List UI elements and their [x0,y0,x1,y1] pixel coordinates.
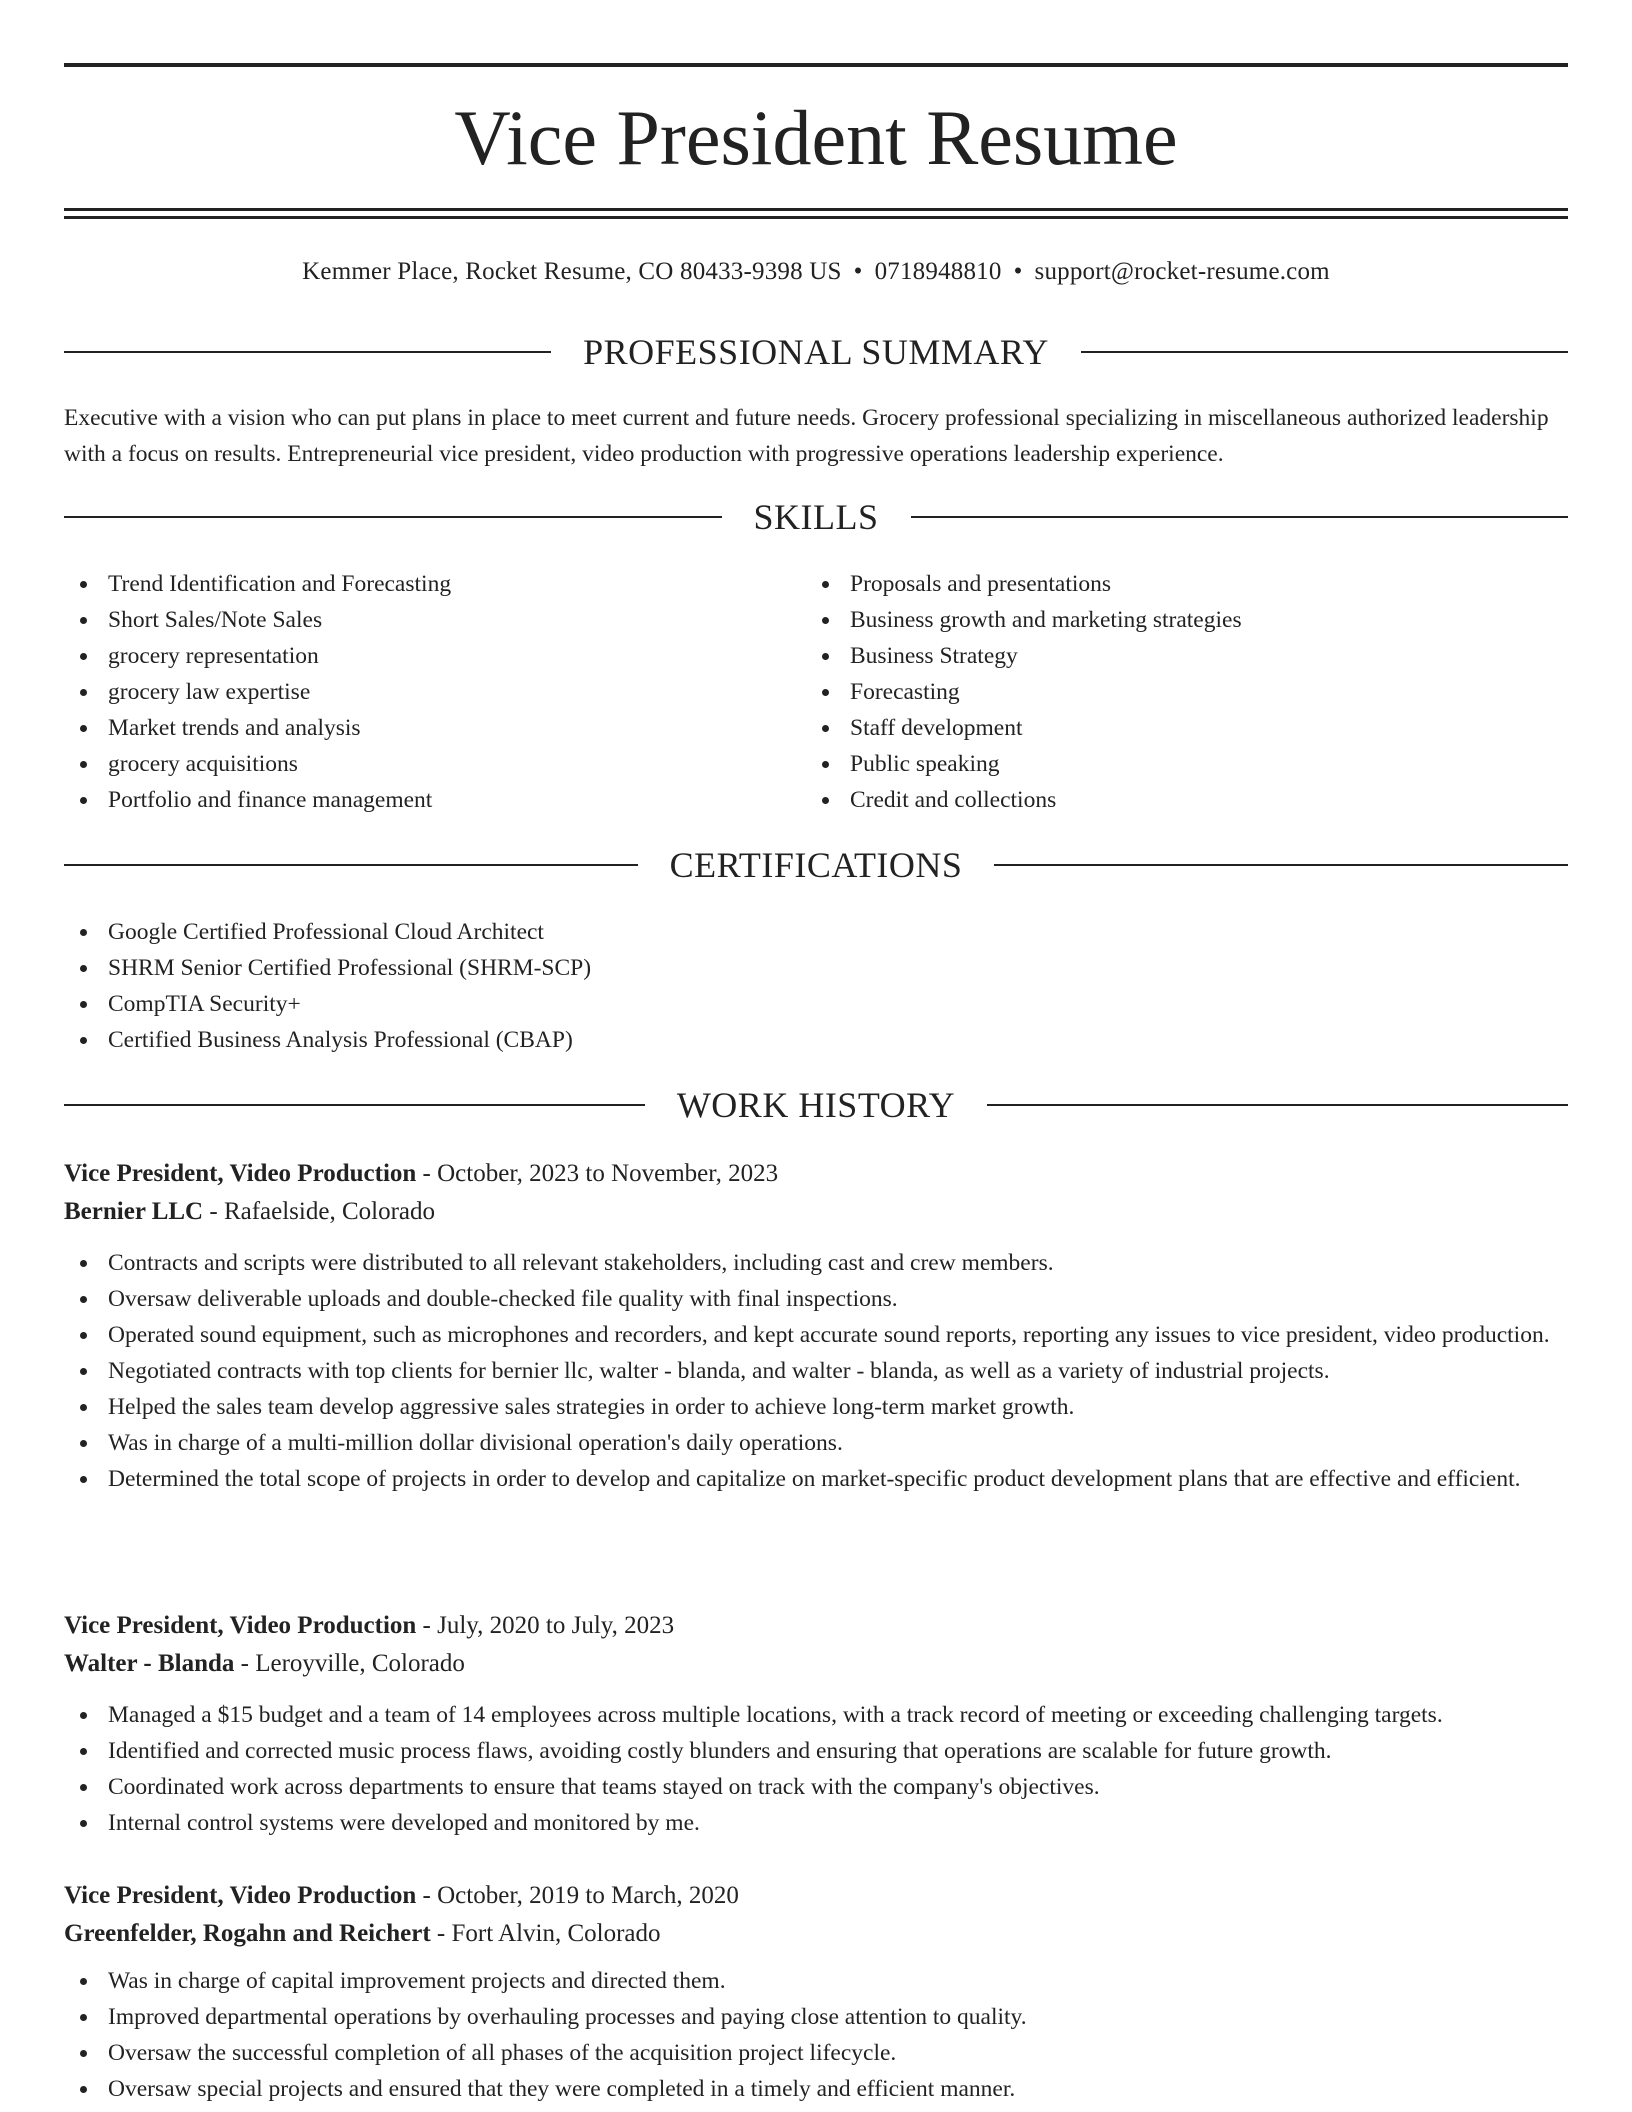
contact-phone: 0718948810 [874,258,1002,285]
contact-separator: • [1013,258,1023,285]
skill-item: Proposals and presentations [806,566,1566,602]
job-title: Vice President, Video Production [64,1612,417,1639]
skill-item: Business growth and marketing strategies [806,602,1566,638]
certification-item: Google Certified Professional Cloud Architect [64,914,1568,950]
work-history-heading [64,1083,1568,1127]
contact-address: Kemmer Place, Rocket Resume, CO 80433-9398 US [302,258,842,285]
job-company: Bernier LLC [64,1198,204,1225]
skill-item: grocery law expertise [64,674,804,710]
job-bullet: Contracts and scripts were distributed to all relevant stakeholders, including cast and crew members. [64,1245,1568,1281]
job-bullet: Was in charge of capital improvement projects and directed them. [64,1963,1568,1999]
heading-rule [64,351,551,353]
job-bullet: Oversaw the successful completion of all phases of the acquisition project lifecycle. [64,2035,1568,2071]
summary-text: Executive with a vision who can put plans in place to meet current and future needs. Grocery professional specializing in miscellaneous authorized leadership with a focus on results. Entrepreneurial vice president, video production with progressive operations leadership experience. [64,405,1549,467]
job-bullet: Oversaw special projects and ensured that they were completed in a timely and efficient manner. [64,2071,1568,2107]
certification-item: CompTIA Security+ [64,986,1568,1022]
job-bullet: Determined the total scope of projects in order to develop and capitalize on market-specific product development plans that are effective and efficient. [64,1461,1568,1497]
job-entry [64,1155,1568,1497]
title-rule-lower [64,216,1568,219]
job-bullet: Oversaw deliverable uploads and double-checked file quality with final inspections. [64,1281,1568,1317]
job-bullet: Operated sound equipment, such as microphones and recorders, and kept accurate sound reports, reporting any issues to vice president, video production. [64,1317,1568,1353]
certifications-list [64,914,1568,1058]
job-location: - Rafaelside, Colorado [203,1198,435,1225]
skill-item: Short Sales/Note Sales [64,602,804,638]
job-bullet: Helped the sales team develop aggressive sales strategies in order to achieve long-term market growth. [64,1389,1568,1425]
job-bullet: Was in charge of a multi-million dollar divisional operation's daily operations. [64,1425,1568,1461]
skills-heading [64,495,1568,539]
job-dates: - October, 2023 to November, 2023 [416,1160,779,1187]
skill-item: Credit and collections [806,782,1566,818]
skill-item: Public speaking [806,746,1566,782]
skill-item: Staff development [806,710,1566,746]
job-bullets [64,1963,1568,2107]
job-company-line [64,1193,1568,1231]
job-company: Walter - Blanda [64,1650,235,1677]
heading-rule [64,516,722,518]
work-history-heading-label: WORK HISTORY [676,1085,956,1125]
job-entry [64,1607,1568,1841]
certification-item: Certified Business Analysis Professional (CBAP) [64,1022,1568,1058]
skills-list-right [806,566,1566,818]
job-dates: - October, 2019 to March, 2020 [416,1882,739,1909]
job-bullets [64,1245,1568,1497]
skills-list-left [64,566,804,818]
heading-rule [987,1104,1568,1106]
job-title-line [64,1877,1568,1915]
summary-heading-label: PROFESSIONAL SUMMARY [583,332,1049,372]
skill-item: grocery acquisitions [64,746,804,782]
heading-rule [64,864,638,866]
resume-title: Vice President Resume [454,94,1178,181]
summary-heading [64,330,1568,374]
job-bullets [64,1697,1568,1841]
top-rule [64,63,1568,67]
contact-email: support@rocket-resume.com [1034,258,1330,285]
title-rule-upper [64,208,1568,211]
job-title-line [64,1155,1568,1193]
heading-rule [994,864,1568,866]
heading-rule [911,516,1569,518]
job-title-line [64,1607,1568,1645]
skills-heading-label: SKILLS [753,497,879,537]
job-company-line [64,1645,1568,1683]
contact-separator: • [853,258,863,285]
job-location: - Fort Alvin, Colorado [430,1920,661,1947]
job-bullet: Coordinated work across departments to ensure that teams stayed on track with the company's objectives. [64,1769,1568,1805]
job-bullet: Negotiated contracts with top clients for bernier llc, walter - blanda, and walter - blanda, as well as a variety of industrial projects. [64,1353,1568,1389]
job-bullet: Identified and corrected music process flaws, avoiding costly blunders and ensuring that operations are scalable for future growth. [64,1733,1568,1769]
skill-item: Portfolio and finance management [64,782,804,818]
skill-item: Trend Identification and Forecasting [64,566,804,602]
job-title: Vice President, Video Production [64,1160,417,1187]
skill-item: Business Strategy [806,638,1566,674]
skill-item: Market trends and analysis [64,710,804,746]
job-title: Vice President, Video Production [64,1882,417,1909]
skill-item: Forecasting [806,674,1566,710]
job-bullet: Managed a $15 budget and a team of 14 employees across multiple locations, with a track record of meeting or exceeding challenging targets. [64,1697,1568,1733]
heading-rule [64,1104,645,1106]
certifications-heading-label: CERTIFICATIONS [669,845,963,885]
job-company: Greenfelder, Rogahn and Reichert [64,1920,431,1947]
job-bullet: Improved departmental operations by overhauling processes and paying close attention to quality. [64,1999,1568,2035]
certifications-heading [64,843,1568,887]
job-bullet: Internal control systems were developed and monitored by me. [64,1805,1568,1841]
heading-rule [1081,351,1568,353]
skill-item: grocery representation [64,638,804,674]
job-dates: - July, 2020 to July, 2023 [416,1612,675,1639]
job-location: - Leroyville, Colorado [234,1650,465,1677]
job-entry [64,1877,1568,2107]
certification-item: SHRM Senior Certified Professional (SHRM-SCP) [64,950,1568,986]
job-company-line [64,1915,1568,1953]
contact-line [64,254,1568,290]
